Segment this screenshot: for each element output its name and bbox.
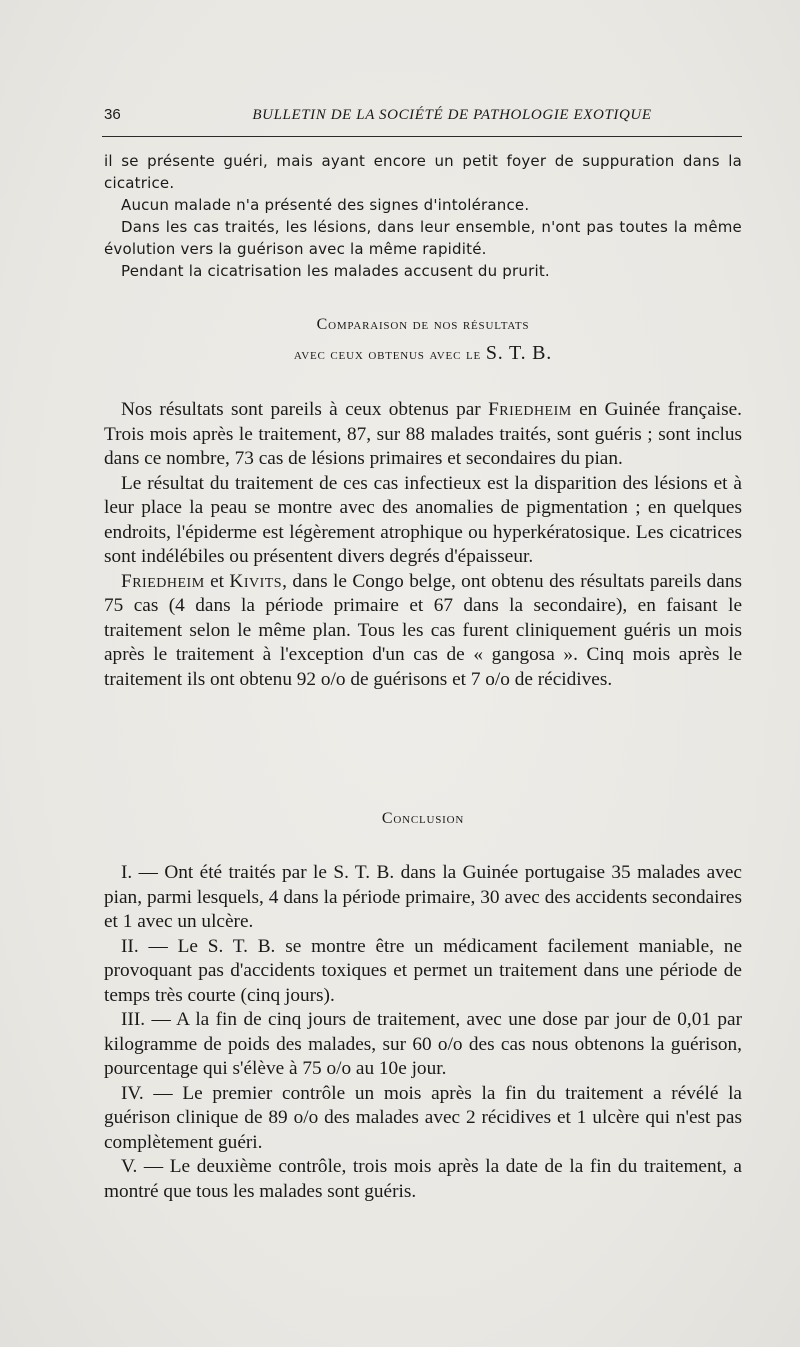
intro-section [104,150,742,282]
comparison-paragraph-2: Le résultat du traitement de ces cas infectieux est la disparition des lésions et à leur place la peau se montre avec des anomalies de pigmentation ; en quelques endroits, l'épiderme est légèrement atrophique ou hyperkératosique. Les cicatrices sont indélébiles ou présentent divers degrés d'épaisseur. [104,472,742,567]
intro-paragraph-1: il se présente guéri, mais ayant encore un petit foyer de suppuration dans la cicatrice. [104,152,742,192]
conclusion-item: IV. — Le premier contrôle un mois après la fin du traitement a révélé la guérison clinique de 89 o/o des malades avec 2 récidives et 1 ulcère qui n'est pas complètement guéri. [104,1082,742,1153]
running-title: BULLETIN DE LA SOCIÉTÉ DE PATHOLOGIE EXOTIQUE [252,107,652,123]
author-name: Kivits [229,570,283,592]
conclusion-heading: Conclusion [381,810,465,827]
comparison-paragraph-1: Nos résultats sont pareils à ceux obtenus par Friedheim en Guinée française. Trois mois après le traitement, 87, sur 88 malades traités, sont guéris ; sont inclus dans ce nombre, 73 cas de lésions primaires et secondaires du pian. [104,399,742,469]
conclusion-item: V. — Le deuxième contrôle, trois mois après la date de la fin du traitement, a montré que tous les malades sont guéris. [104,1156,742,1202]
header-rule [102,136,742,137]
conclusion-item: III. — A la fin de cinq jours de traitement, avec une dose par jour de 0,01 par kilogramme de poids des malades, sur 60 o/o des cas nous obtenons la guérison, pourcentage qui s'élève à 75 o/o au 10e jour. [104,1009,742,1079]
comparison-heading-line-2: avec ceux obtenus avec le S. T. B. [293,342,553,364]
conclusion-item: II. — Le S. T. B. se montre être un médicament facilement maniable, ne provoquant pas d'accidents toxiques et permet un traitement dans une période de temps très courte (cinq jours). [104,935,742,1006]
author-name: Friedheim [488,399,572,420]
conclusion-section [104,861,742,1204]
page-header [104,106,740,124]
intro-paragraph-3: Dans les cas traités, les lésions, dans leur ensemble, n'ont pas toutes la même évolution vers la guérison avec la même rapidité. [104,218,742,258]
conclusion-item: I. — Ont été traités par le S. T. B. dans la Guinée portugaise 35 malades avec pian, parmi lesquels, 4 dans la période primaire, 30 avec des accidents secondaires et 1 avec un ulcère. [104,862,742,932]
comparison-heading-line-1: Comparaison de nos résultats [316,316,530,333]
intro-paragraph-2: Aucun malade n'a présenté des signes d'intolérance. [121,196,530,214]
author-name: Friedheim [121,570,205,592]
comparison-section [104,398,742,692]
comparison-paragraph-3: Friedheim et Kivits, dans le Congo belge, ont obtenu des résultats pareils dans 75 cas (4 dans la période primaire et 67 dans la secondaire), en faisant le traitement selon le même plan. Tous les cas furent cliniquement guéris un mois après le traitement à l'exception d'un cas de « gangosa ». Cinq mois après le traitement ils ont obtenu 92 o/o de guérisons et 7 o/o de récidives. [104,570,742,690]
page-number: 36 [104,106,121,123]
intro-paragraph-4: Pendant la cicatrisation les malades accusent du prurit. [121,262,550,280]
